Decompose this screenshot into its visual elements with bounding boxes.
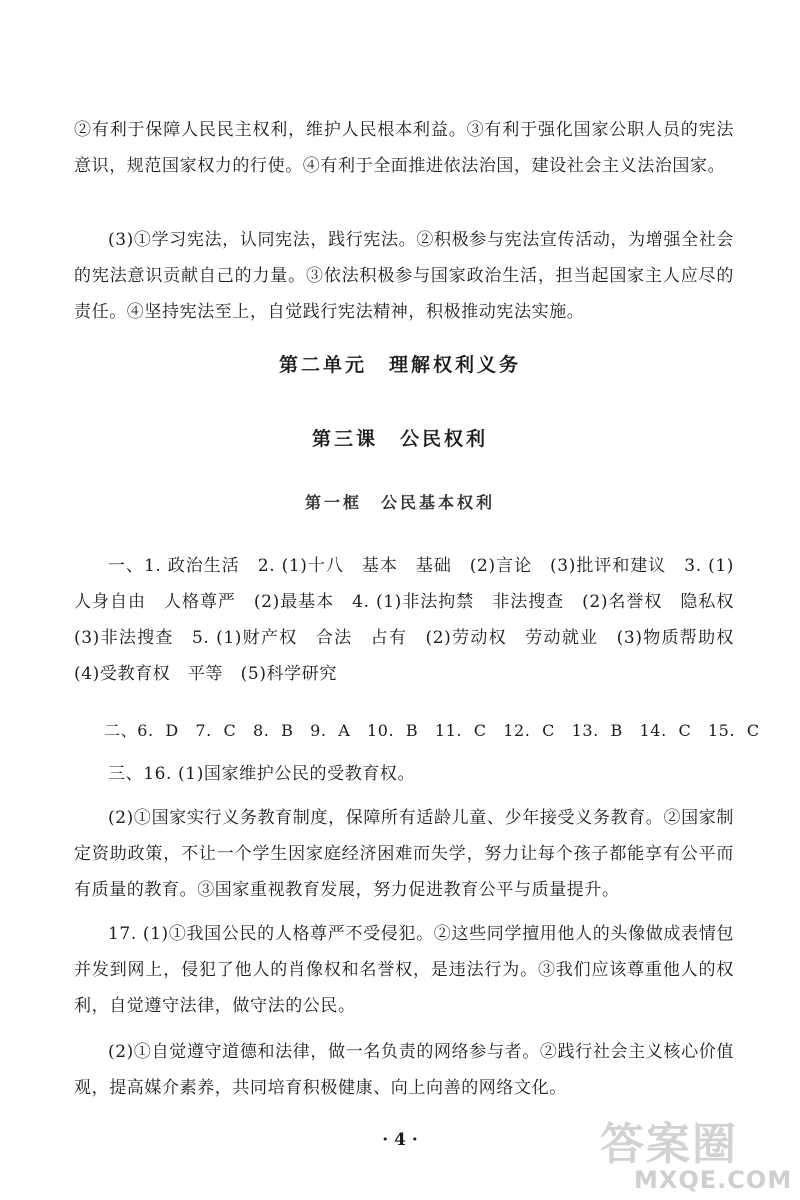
paragraph-constitution-actions: (3)①学习宪法，认同宪法，践行宪法。②积极参与宪法宣传活动，为增强全社会的宪法意识贡献自己的力量。③依法积极参与国家政治生活，担当起国家主人应尽的责任。④坚持宪法至上，自觉践行宪法精神，积极推动宪法实施。 (74, 230, 734, 322)
unit-heading: 第二单元 理解权利义务 (278, 354, 521, 376)
lesson-heading: 第三课 公民权利 (311, 428, 488, 450)
watermark-site-text: MXQE.COM (634, 1166, 793, 1194)
answer-17-2: (2)①自觉遵守道德和法律，做一名负责的网络参与者。②践行社会主义核心价值观，提高媒介素养，共同培育积极健康、向上向善的网络文化。 (74, 1042, 734, 1098)
section-heading: 第一框 公民基本权利 (304, 493, 495, 512)
watermark-logo-text: 答案圈 (600, 1119, 738, 1170)
answers-part-one: 一、1. 政治生活 2. (1)十八 基本 基础 (2)言论 (3)批评和建议 3. (1)人身自由 人格尊严 (2)最基本 4. (1)非法拘禁 非法搜查 (2)名誉权 隐私权 (3)非法搜查 5. (1)财产权 合法 占有 (2)劳动权 劳动就业 (3)物质帮助权 (4)受教育权 平等 (5)科学研究 (74, 556, 752, 684)
answer-16-2: (2)①国家实行义务教育制度，保障所有适龄儿童、少年接受义务教育。②国家制定资助政策，不让一个学生因家庭经济困难而失学，努力让每个孩子都能享有公平而有质量的教育。③国家重视教育发展，努力促进教育公平与质量提升。 (74, 808, 734, 900)
answer-16-1: 三、16. (1)国家维护公民的受教育权。 (108, 764, 416, 784)
answer-17-1: 17. (1)①我国公民的人格尊严不受侵犯。②这些同学擅用他人的头像做成表情包并发到网上，侵犯了他人的肖像权和名誉权，是违法行为。③我们应该尊重他人的权利，自觉遵守法律，做守法的公民。 (74, 924, 734, 1016)
page-number: · 4 · (382, 1130, 418, 1150)
answers-part-two: 二、6. D 7. C 8. B 9. A 10. B 11. C 12. C 13. B 14. C 15. C (104, 721, 760, 740)
paragraph-constitution-benefits: ②有利于保障人民民主权利，维护人民根本利益。③有利于强化国家公职人员的宪法意识，规范国家权力的行使。④有利于全面推进依法治国，建设社会主义法治国家。 (74, 120, 734, 176)
watermark-logo (600, 1108, 793, 1196)
